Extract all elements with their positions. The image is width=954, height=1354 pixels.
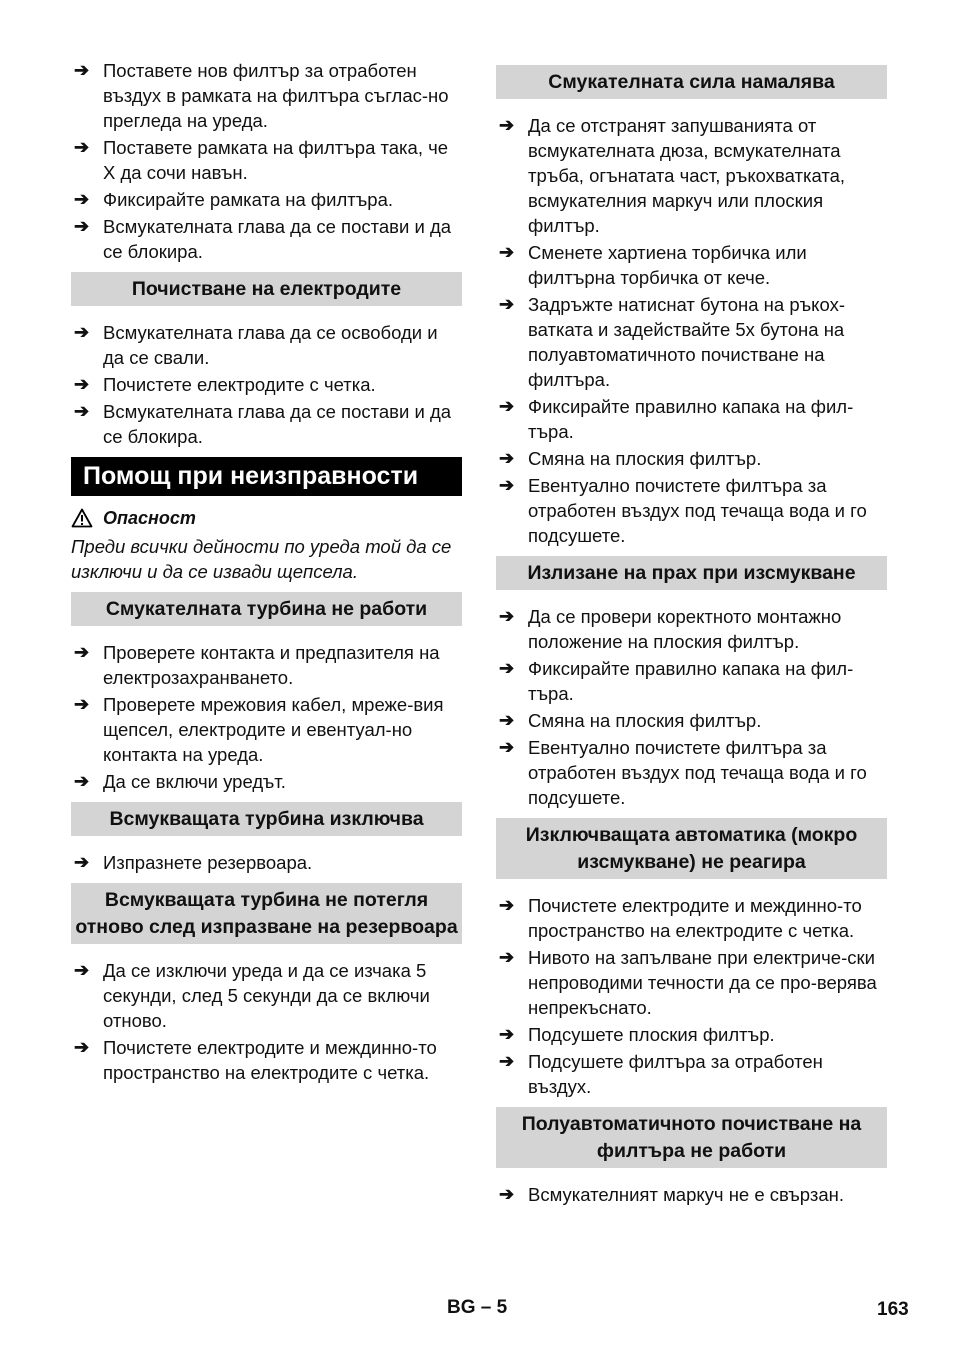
left-column [71, 58, 462, 1087]
list-item: ➔ Проверете контакта и предпазителя на електрозахранването. [74, 642, 440, 688]
warning-triangle-icon [71, 508, 93, 528]
danger-heading [71, 506, 462, 530]
list-item: ➔ Почистете електродите и междинно-то пространство на електродите с четка. [74, 1037, 437, 1083]
section-heading-dust-escape: Излизане на прах при изсмукване [496, 556, 887, 590]
list-item: ➔ Да се отстранят запушванията от всмукателната дюза, всмукателната тръба, огънатата част, ръкохватката, всмукателния маркуч или плоския филтър. [499, 115, 846, 236]
list-item: ➔ Подсушете филтъра за отработен въздух. [499, 1051, 823, 1097]
arrow-icon: ➔ [74, 401, 90, 421]
list-item: ➔ Да се включи уредът. [74, 771, 286, 792]
page-number: 163 [877, 1299, 909, 1320]
list-item: ➔ Всмукателната глава да се освободи и да се свали. [74, 322, 438, 368]
section-heading-auto-shutoff: Изключващата автоматика (мокро изсмукване) не реагира [496, 818, 887, 879]
arrow-icon: ➔ [499, 1184, 515, 1204]
section-heading-suction-decreases: Смукателната сила намалява [496, 65, 887, 99]
list-item: ➔ Поставете нов филтър за отработен въздух в рамката на филтъра съглас-но прегледа на уреда. [74, 60, 449, 131]
arrow-icon: ➔ [499, 242, 515, 262]
arrow-icon: ➔ [499, 737, 515, 757]
danger-text: Преди всички дейности по уреда той да се изключи и да се извади щепсела. [71, 536, 452, 582]
arrow-icon: ➔ [499, 115, 515, 135]
section-heading-electrodes: Почистване на електродите [71, 272, 462, 306]
list-item: ➔ Да се изключи уреда и да се изчака 5 секунди, след 5 секунди да се включи отново. [74, 960, 430, 1031]
arrow-icon: ➔ [499, 606, 515, 626]
list-item: ➔ Почистете електродите и междинно-то пространство на електродите с четка. [499, 895, 862, 941]
section-heading-turbine-switches-off: Всмукващата турбина изключва [71, 802, 462, 836]
arrow-icon: ➔ [499, 396, 515, 416]
list-item: ➔ Фиксирайте рамката на филтъра. [74, 189, 394, 210]
arrow-icon: ➔ [74, 374, 90, 394]
list-item: ➔ Фиксирайте правилно капака на фил-търа. [499, 658, 854, 704]
list-item: ➔ Проверете мрежовия кабел, мреже-вия щепсел, електродите и евентуал-но контакта на уреда. [74, 694, 444, 765]
chapter-title: Помощ при неизправности [71, 457, 462, 496]
list-item: ➔ Евентуално почистете филтъра за отработен въздух под течаща вода и го подсушете. [499, 737, 867, 808]
list-item: ➔ Евентуално почистете филтъра за отработен въздух под течаща вода и го подсушете. [499, 475, 867, 546]
list-item: ➔ Почистете електродите с четка. [74, 374, 376, 395]
arrow-icon: ➔ [74, 852, 90, 872]
list-item: ➔ Поставете рамката на филтъра така, че Х да сочи навън. [74, 137, 449, 183]
section-heading-turbine-not-working: Смукателната турбина не работи [71, 592, 462, 626]
arrow-icon: ➔ [499, 895, 515, 915]
arrow-icon: ➔ [499, 1024, 515, 1044]
arrow-icon: ➔ [74, 960, 90, 980]
arrow-icon: ➔ [499, 658, 515, 678]
arrow-icon: ➔ [74, 189, 90, 209]
list-item: ➔ Смяна на плоския филтър. [499, 710, 762, 731]
list-item: ➔ Подсушете плоския филтър. [499, 1024, 775, 1045]
right-column [496, 58, 887, 1209]
arrow-icon: ➔ [74, 137, 90, 157]
section-heading-semi-auto-cleaning: Полуавтоматичното почистване на филтъра не работи [496, 1107, 887, 1168]
list-item: ➔ Нивото на запълване при електриче-ски непроводими течности да се про-верява непрекъснато. [499, 947, 877, 1018]
list-item: ➔ Всмукателната глава да се постави и да се блокира. [74, 216, 452, 262]
arrow-icon: ➔ [74, 322, 90, 342]
list-item: ➔ Смяна на плоския филтър. [499, 448, 762, 469]
list-item: ➔ Сменете хартиена торбичка или филтърна торбичка от кече. [499, 242, 807, 288]
arrow-icon: ➔ [74, 642, 90, 662]
footer-section-code: BG – 5 [447, 1297, 508, 1318]
list-item: ➔ Фиксирайте правилно капака на фил-търа. [499, 396, 854, 442]
arrow-icon: ➔ [74, 771, 90, 791]
list-item: ➔ Задръжте натиснат бутона на ръкох-ватката и задействайте 5х бутона на полуавтоматичното почистване на филтъра. [499, 294, 845, 390]
arrow-icon: ➔ [499, 475, 515, 495]
arrow-icon: ➔ [74, 60, 90, 80]
danger-label: Опасност [103, 508, 196, 528]
arrow-icon: ➔ [499, 947, 515, 967]
arrow-icon: ➔ [499, 710, 515, 730]
arrow-icon: ➔ [74, 694, 90, 714]
arrow-icon: ➔ [499, 1051, 515, 1071]
list-item: ➔ Изпразнете резервоара. [74, 852, 313, 873]
list-item: ➔ Всмукателната глава да се постави и да се блокира. [74, 401, 452, 447]
list-item: ➔ Да се провери коректното монтажно положение на плоския филтър. [499, 606, 842, 652]
arrow-icon: ➔ [499, 294, 515, 314]
arrow-icon: ➔ [74, 1037, 90, 1057]
arrow-icon: ➔ [499, 448, 515, 468]
intro-list [71, 58, 462, 264]
list-item: ➔ Всмукателният маркуч не е свързан. [499, 1184, 844, 1205]
section-heading-turbine-not-restart: Всмукващата турбина не потегля отново след изпразване на резервоара [71, 883, 462, 944]
arrow-icon: ➔ [74, 216, 90, 236]
